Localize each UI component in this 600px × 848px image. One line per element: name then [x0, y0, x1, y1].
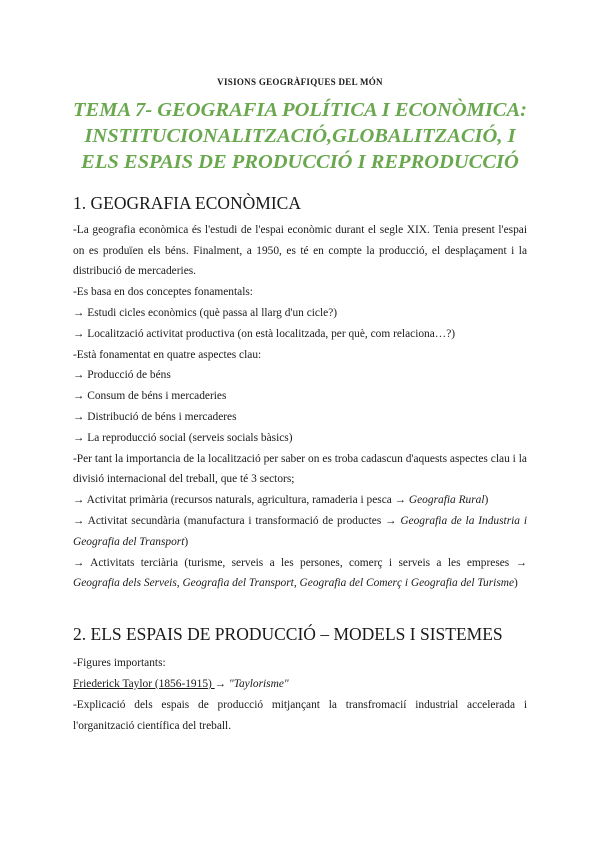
paragraph: -Figures importants: — [73, 657, 166, 670]
list-item: → Producció de béns — [73, 369, 171, 382]
figure-name: Friederick Taylor (1856-1915) — [73, 677, 215, 690]
list-item: → La reproducció social (serveis socials bàsics) — [73, 431, 293, 444]
paragraph: -Explicació dels espais de producció mitjançant la transfromacií industrial accelerada i l'organització científica del treball. — [73, 698, 527, 732]
paragraph: -Es basa en dos conceptes fonamentals: — [73, 286, 253, 299]
paragraph: -Està fonamentat en quatre aspectes clau: — [73, 348, 262, 361]
list-item: → Localització activitat productiva (on està localitzada, per què, com relaciona…?) — [73, 327, 456, 340]
topic-title: TEMA 7- GEOGRAFIA POLÍTICA I ECONÒMICA: INSTITUCIONALITZACIÓ,GLOBALITZACIÓ, I ELS ESPAIS DE PRODUCCIÓ I REPRODUCCIÓ — [73, 98, 527, 173]
list-item: → Estudi cicles econòmics (què passa al llarg d'un cicle?) — [73, 306, 338, 319]
list-item-primary: → Activitat primària (recursos naturals, agricultura, ramaderia i pesca → Geografia Rural) — [73, 494, 489, 507]
paragraph: -La geografia econòmica és l'estudi de l'espai econòmic durant el segle XIX. Tenia present l'espai on es produïen els béns. Finalment, a 1950, es té en compte la producció, el desplaçament i la distribució de mercaderies. — [73, 223, 527, 278]
list-item: → Distribució de béns i mercaderes — [73, 410, 237, 423]
course-title: VISIONS GEOGRÀFIQUES DEL MÓN — [217, 77, 383, 87]
section-heading-production-spaces: 2. ELS ESPAIS DE PRODUCCIÓ – MODELS I SISTEMES — [73, 624, 503, 645]
paragraph: -Per tant la importancia de la localització per saber on es troba cadascun d'aquests aspectes clau i la divisió internacional del treball, que té 3 sectors; — [73, 452, 527, 486]
section-heading-economic-geography: 1. GEOGRAFIA ECONÒMICA — [73, 192, 301, 213]
list-item-secondary: → Activitat secundària (manufactura i transformació de productes → Geografia de la Industria i Geografia del Transport) — [73, 514, 527, 548]
figure-line: Friederick Taylor (1856-1915) → "Taylorisme" — [73, 677, 289, 690]
list-item-tertiary: → Activitats terciària (turisme, serveis a les persones, comerç i serveis a les empreses → Geografia dels Serveis, Geografia del Transport, Geografia del Comerç i Geografia del Turisme) — [73, 556, 527, 590]
list-item: → Consum de béns i mercaderies — [73, 390, 227, 403]
